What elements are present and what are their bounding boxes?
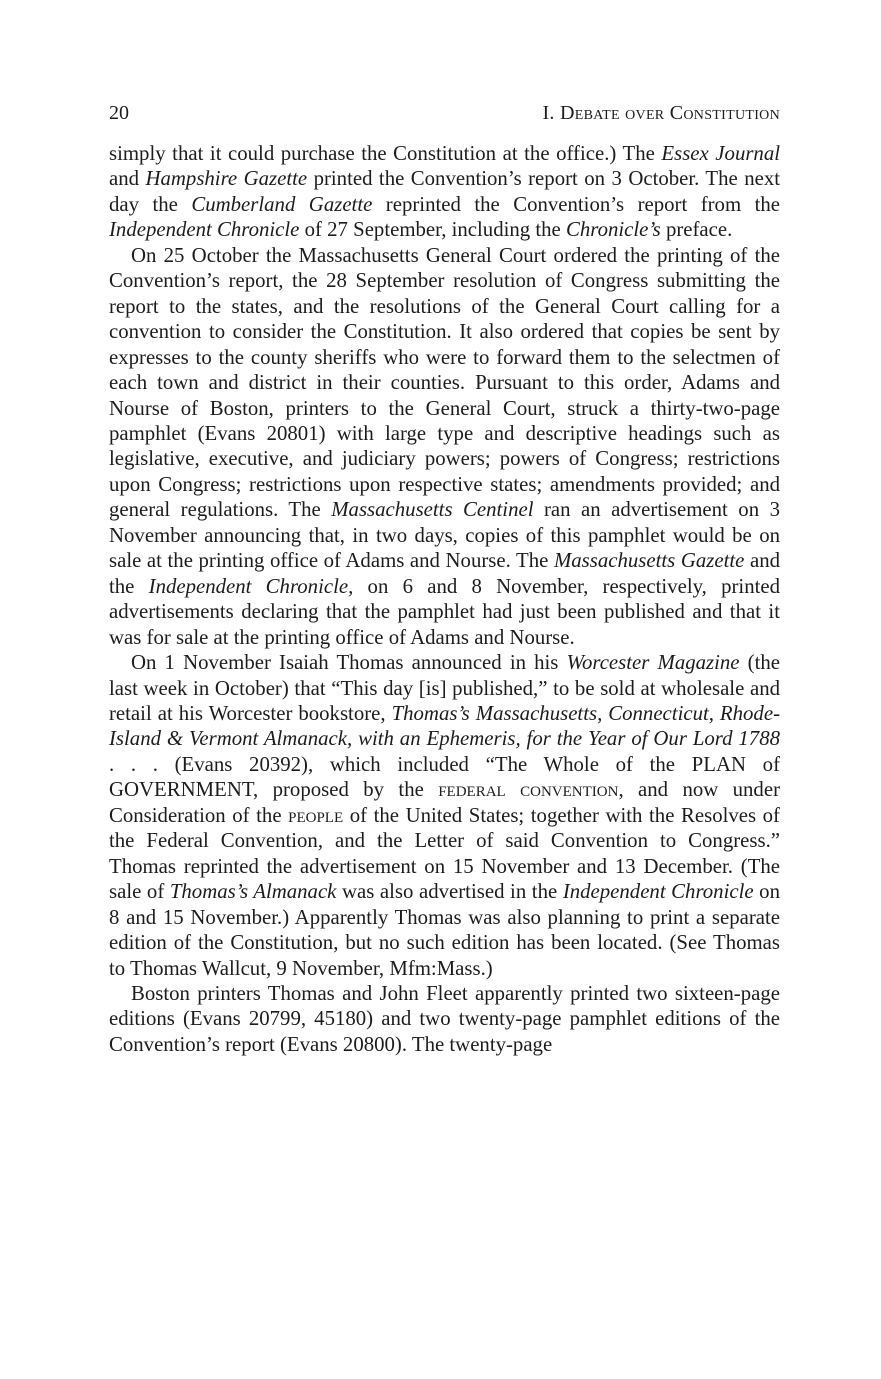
- italic-title: Chronicle’s: [566, 218, 661, 242]
- paragraph: [109, 243, 780, 650]
- text-segment: on 8 and 15 November.) Apparently Thomas was also planning to print a separate edition of the Constitution, but no such edition has been located. (See Thomas to Thomas Wallcut, 9 November, Mfm:Mass.): [109, 880, 780, 980]
- text-segment: On 1 November Isaiah Thomas announced in his: [131, 651, 567, 675]
- italic-title: Worcester Magazine: [566, 651, 740, 675]
- italic-title: Essex Journal: [661, 142, 781, 165]
- italic-title: Independent Chronicle: [109, 218, 300, 242]
- italic-title: Cumberland Gazette: [191, 192, 373, 216]
- small-caps-text: federal convention: [438, 778, 619, 802]
- text-segment: of 27 September, including the: [299, 218, 566, 242]
- book-page: [109, 95, 780, 1057]
- italic-title: Independent Chronicle,: [148, 574, 354, 598]
- running-head: [109, 95, 780, 131]
- text-segment: and the: [109, 549, 780, 598]
- text-segment: and: [109, 167, 146, 191]
- text-segment: . . . (Evans 20392), which included “The Whole of the PLAN of GOVERNMENT, proposed by the: [109, 752, 780, 802]
- text-segment: simply that it could purchase the Constitution at the office.) The: [109, 142, 662, 165]
- text-segment: of the United States; together with the Resolves of the Federal Convention, and the Letter of said Convention to Congress.” Thomas reprinted the advertisement on 15 November and 13 December. (The sale of: [109, 803, 780, 904]
- text-segment: On 25 October the Massachusetts General Court ordered the printing of the Convention’s report, the 28 September resolution of Congress submitting the report to the states, and the resolutions of the General Court calling for a convention to consider the Constitution. It also ordered that copies be sent by expresses to the county sheriffs who were to forward them to the selectmen of each town and district in their counties. Pursuant to this order, Adams and Nourse of Boston, printers to the General Court, struck a thirty-two-page pamphlet (Evans 20801) with large type and descriptive headings such as legislative, executive, and judiciary powers; powers of Congress; restrictions upon Congress; restrictions upon respective states; amendments provided; and general regulations. The: [109, 243, 780, 522]
- page-number: 20: [109, 102, 129, 124]
- italic-title: Massachusetts Gazette: [553, 549, 745, 573]
- paragraph: [109, 650, 780, 981]
- text-segment: Boston printers Thomas and John Fleet apparently printed two sixteen-page editions (Evans 20799, 45180) and two twenty-page pamphlet editions of the Convention’s report (Evans 20800). The twenty-page: [109, 981, 780, 1056]
- text-segment: (the last week in October) that “This day [is] published,” to be sold at wholesale and retail at his Worcester bookstore,: [109, 651, 781, 725]
- italic-title: Thomas’s Massachusetts, Connecticut, Rhode-Island & Vermont Almanack, with an Ephemeris, for the Year of Our Lord 1788: [109, 701, 780, 751]
- text-segment: , and now under Consideration of the: [109, 778, 780, 827]
- text-segment: printed the Convention’s report on 3 October. The next day the: [109, 167, 780, 216]
- text-segment: was also advertised in the: [336, 880, 563, 904]
- text-segment: preface.: [660, 218, 733, 242]
- italic-title: Massachusetts Centinel: [331, 498, 534, 522]
- text-segment: reprinted the Convention’s report from the: [372, 192, 780, 216]
- paragraph: [109, 981, 780, 1057]
- small-caps-text: people: [288, 803, 344, 827]
- body-text: [109, 141, 780, 1057]
- italic-title: Independent Chronicle: [562, 880, 754, 904]
- italic-title: Thomas’s Almanack: [169, 880, 337, 904]
- text-segment: on 6 and 8 November, respectively, printed advertisements declaring that the pamphlet had just been published and that it was for sale at the printing office of Adams and Nourse.: [109, 574, 780, 649]
- running-title: I. Debate over Constitution: [542, 102, 780, 124]
- paragraph: [109, 141, 780, 243]
- italic-title: Hampshire Gazette: [145, 167, 308, 191]
- text-segment: ran an advertisement on 3 November announcing that, in two days, copies of this pamphlet would be on sale at the printing office of Adams and Nourse. The: [109, 498, 780, 573]
